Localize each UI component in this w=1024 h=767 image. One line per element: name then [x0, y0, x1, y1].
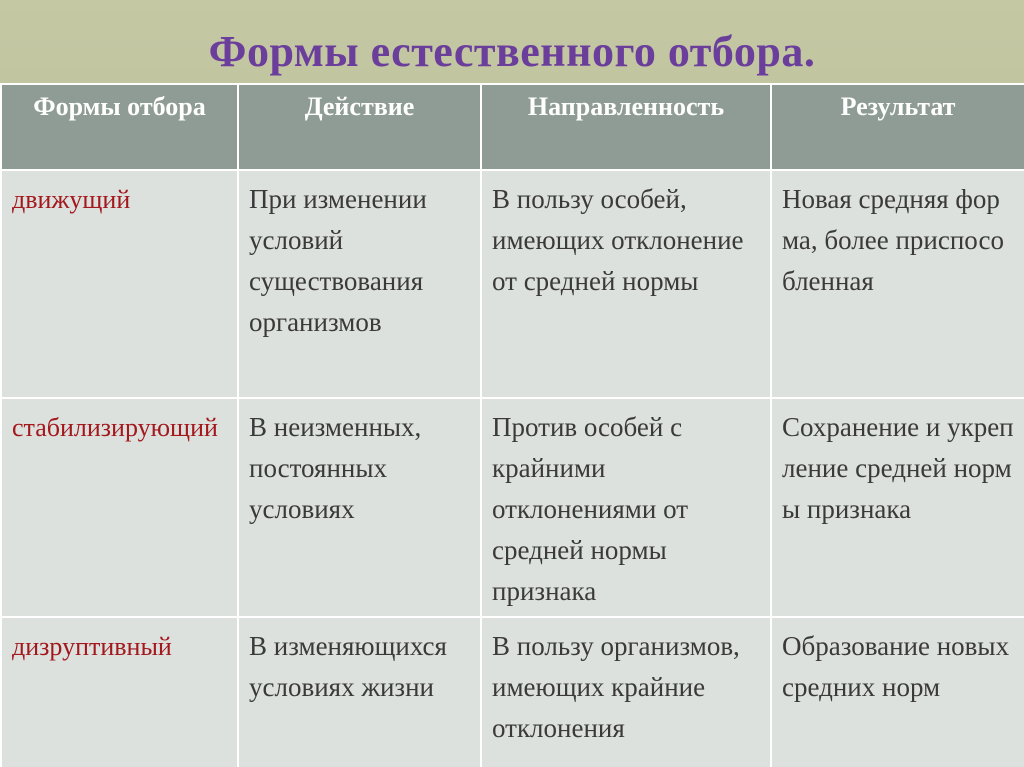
- cell-action: [238, 170, 481, 398]
- header-result-label: Результат: [840, 92, 956, 121]
- result-text: Образование новых средних норм: [782, 631, 1010, 702]
- action-text: В изменяющихся условиях жизни: [249, 631, 447, 702]
- cell-result: [771, 170, 1024, 398]
- cell-form: [1, 617, 238, 767]
- cell-form: [1, 170, 238, 398]
- header-row: [1, 84, 1024, 170]
- cell-action: [238, 617, 481, 767]
- cell-direction: [481, 398, 771, 617]
- direction-text: Против особей с крайними отклонениями от средней нормы признака: [492, 412, 689, 606]
- table-row: [1, 398, 1024, 617]
- cell-direction: [481, 170, 771, 398]
- form-name-text: дизруптивный: [12, 632, 172, 661]
- slide-title: Формы естественного отбора.: [208, 27, 816, 76]
- direction-text: В пользу особей, имеющих отклонение от средней нормы: [492, 184, 744, 296]
- header-forms: [1, 84, 238, 170]
- direction-text: В пользу организмов, имеющих крайние отклонения: [492, 631, 740, 743]
- header-forms-label: Формы отбора: [33, 92, 206, 121]
- cell-result: [771, 617, 1024, 767]
- table-row: [1, 170, 1024, 398]
- result-text: Новая средняя форма, более приспособленная: [782, 184, 1004, 296]
- cell-action: [238, 398, 481, 617]
- header-direction: [481, 84, 771, 170]
- selection-forms-table-container: [0, 83, 1024, 767]
- table-header: [1, 84, 1024, 170]
- action-text: При изменении условий существования организмов: [249, 184, 427, 337]
- table-row: [1, 617, 1024, 767]
- cell-result: [771, 398, 1024, 617]
- action-text: В неизменных, постоянных условиях: [249, 412, 422, 524]
- header-result: [771, 84, 1024, 170]
- cell-form: [1, 398, 238, 617]
- result-text: Сохранение и укрепление средней нормы признака: [782, 412, 1014, 524]
- header-action-label: Действие: [304, 92, 415, 121]
- selection-forms-table: [0, 83, 1024, 767]
- cell-direction: [481, 617, 771, 767]
- header-direction-label: Направленность: [527, 92, 725, 121]
- header-action: [238, 84, 481, 170]
- form-name-text: движущий: [12, 185, 131, 214]
- form-name-text: стабилизирующий: [12, 413, 218, 442]
- table-body: [1, 170, 1024, 767]
